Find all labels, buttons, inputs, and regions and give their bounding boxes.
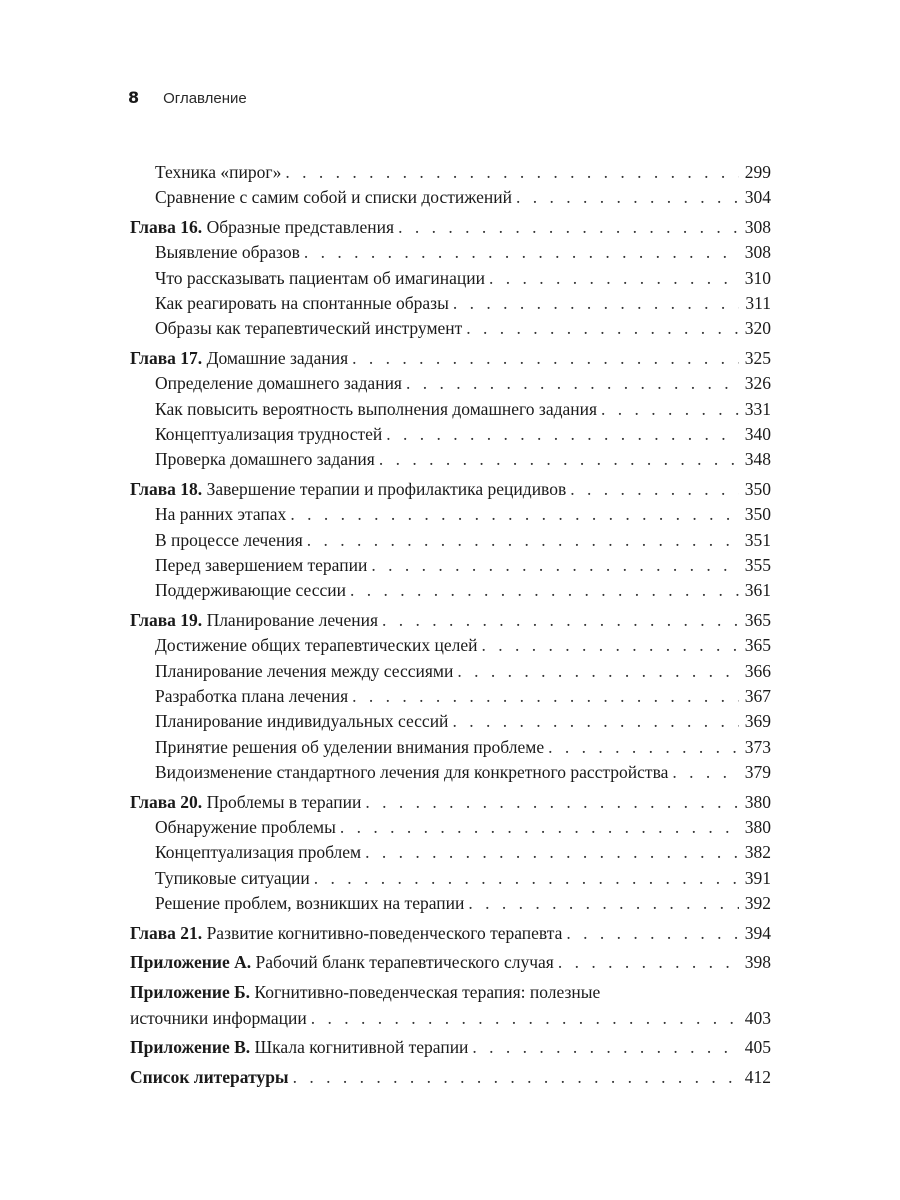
leader-dots [382,608,739,633]
toc-chapter-entry[interactable] [130,790,771,815]
toc-page-number: 394 [744,922,771,943]
toc-entry[interactable] [130,447,771,472]
toc-page-number: 320 [744,318,771,339]
toc-entry-title: Поддерживающие сессии [155,580,346,601]
toc-page-number: 308 [744,242,771,263]
toc-entry[interactable] [130,684,771,709]
leader-dots [672,760,739,785]
toc-page-number: 304 [744,187,771,208]
toc-page-number: 340 [744,423,771,444]
leader-dots [379,447,739,472]
toc-entry-title: Решение проблем, возникших на терапии [155,892,465,913]
toc-entry-title: Перед завершением терапии [155,554,368,575]
toc-entry-title: Концептуализация трудностей [155,423,383,444]
toc-entry-title: Глава 16. Образные представления [130,217,395,238]
leader-dots [314,866,739,891]
toc-page-number: 369 [744,711,771,732]
toc-entry-title: Сравнение с самим собой и списки достижений [155,187,512,208]
toc-page-number: 348 [744,449,771,470]
toc-entry[interactable] [130,422,771,447]
toc-entry-title: Глава 19. Планирование лечения [130,610,379,631]
toc-entry[interactable] [130,553,771,578]
toc-entry-title: Образы как терапевтический инструмент [155,318,463,339]
toc-entry[interactable] [130,266,771,291]
leader-dots [293,1065,739,1090]
toc-entry-title: Принятие решения об уделении внимания проблеме [155,736,545,757]
toc-entry-title: Видоизменение стандартного лечения для конкретного расстройства [155,761,669,782]
toc-page-number: 350 [744,504,771,525]
toc-entry[interactable] [130,578,771,603]
leader-dots [371,553,739,578]
page-number: 8 [128,88,140,107]
toc-chapter-label: Глава 21. [130,922,203,943]
leader-dots [489,266,739,291]
toc-chapter-label: Глава 19. [130,610,203,631]
toc-page-number: 380 [744,791,771,812]
toc-entry[interactable] [130,633,771,658]
toc-page-number: 308 [744,217,771,238]
leader-dots [365,840,739,865]
toc-entry-title: Обнаружение проблемы [155,816,336,837]
toc-chapter-label: Глава 17. [130,348,203,369]
toc-page-number: 350 [744,479,771,500]
leader-dots [398,215,739,240]
toc-page-number: 361 [744,580,771,601]
toc-entry-title: Разработка плана лечения [155,685,349,706]
leader-dots [365,790,739,815]
toc-chapter-entry[interactable] [130,1035,771,1060]
leader-dots [406,371,739,396]
toc-entry-title: Как реагировать на спонтанные образы [155,292,449,313]
toc-page-number: 367 [744,685,771,706]
toc-entry[interactable] [130,240,771,265]
toc-page-number: 311 [745,292,771,313]
toc-chapter-label: Список литературы [130,1067,289,1088]
toc-entry-title: Глава 18. Завершение терапии и профилактика рецидивов [130,479,567,500]
toc-entry-title: Планирование лечения между сессиями [155,660,454,681]
toc-entry-title: Достижение общих терапевтических целей [155,635,478,656]
toc-chapter-entry[interactable] [130,921,771,946]
leader-dots [570,477,739,502]
toc-entry-title: Приложение В. Шкала когнитивной терапии [130,1037,469,1058]
toc-page-number: 403 [744,1007,771,1028]
toc-page-number: 373 [744,736,771,757]
toc-entry[interactable] [130,735,771,760]
toc-page-number: 310 [744,267,771,288]
toc-entry[interactable] [130,891,771,916]
toc-page-number: 299 [744,162,771,182]
toc-page-number: 326 [744,373,771,394]
toc-page-number: 412 [744,1067,771,1088]
toc-entry-title: Планирование индивидуальных сессий [155,711,449,732]
leader-dots [352,684,739,709]
toc-chapter-entry[interactable] [130,346,771,371]
toc-page-number: 365 [744,635,771,656]
running-head-title: Оглавление [163,90,247,107]
toc-page-number: 382 [744,842,771,863]
toc-entry[interactable] [130,815,771,840]
leader-dots [350,578,739,603]
toc-entry[interactable] [130,659,771,684]
leader-dots [468,891,739,916]
toc-entry-title: Когнитивно-поведенческая терапия: полезные [250,982,601,1003]
toc-chapter-label: Приложение Б. [130,982,251,1003]
leader-dots [352,346,739,371]
leader-dots [311,1006,739,1031]
toc-entry-title: Как повысить вероятность выполнения домашнего задания [155,398,598,419]
toc-chapter-entry[interactable] [130,608,771,633]
toc-chapter-label: Приложение В. [130,1037,251,1058]
toc-chapter-label: Глава 18. [130,479,203,500]
leader-dots [601,397,739,422]
toc-page-number: 379 [744,761,771,782]
toc-entry[interactable] [130,760,771,785]
toc-chapter-label: Глава 20. [130,791,203,812]
leader-dots [566,921,739,946]
toc-chapter-label: Приложение А. [130,952,252,973]
toc-entry[interactable] [130,160,771,185]
toc-page-number: 405 [744,1037,771,1058]
toc-page-number: 398 [744,952,771,973]
toc-page-number: 392 [744,892,771,913]
toc-entry-title: Что рассказывать пациентам об имагинации [155,267,485,288]
leader-dots [386,422,739,447]
toc-page-number: 351 [744,529,771,550]
toc-entry-title: источники информации [130,1007,307,1028]
toc-page-number: 366 [744,660,771,681]
toc-page-number: 380 [744,816,771,837]
toc-entry[interactable] [130,185,771,210]
toc-entry-title: Техника «пирог» [155,162,282,182]
toc-entry-line [130,980,771,1005]
leader-dots [453,291,739,316]
toc-entry[interactable] [130,316,771,341]
toc-entry-title: Выявление образов [155,242,300,263]
leader-dots [558,950,739,975]
leader-dots [472,1035,739,1060]
toc-entry[interactable] [130,528,771,553]
toc-page-number: 355 [744,554,771,575]
toc-entry-title: Глава 21. Развитие когнитивно-поведенческого терапевта [130,922,563,943]
running-head [128,88,247,107]
leader-dots [304,240,739,265]
leader-dots [516,185,739,210]
toc-entry[interactable] [130,397,771,422]
toc-chapter-entry[interactable] [130,1065,771,1090]
toc-chapter-entry[interactable] [130,477,771,502]
leader-dots [340,815,739,840]
toc-entry-title: Проверка домашнего задания [155,449,375,470]
toc-entry-title: На ранних этапах [155,504,287,525]
toc-page-number: 391 [744,867,771,888]
leader-dots [307,528,739,553]
toc-page-number: 325 [744,348,771,369]
toc-entry-title: В процессе лечения [155,529,303,550]
toc-entry-title: Глава 20. Проблемы в терапии [130,791,362,812]
toc-entry[interactable] [130,291,771,316]
toc-entry[interactable] [130,371,771,396]
leader-dots [457,659,739,684]
leader-dots [285,160,739,185]
leader-dots [466,316,739,341]
toc-entry[interactable] [130,502,771,527]
leader-dots [548,735,739,760]
table-of-contents [130,160,771,1090]
toc-chapter-entry[interactable] [130,950,771,975]
toc-entry-title: Концептуализация проблем [155,842,362,863]
toc-entry[interactable] [130,1006,771,1031]
toc-chapter-label: Глава 16. [130,217,203,238]
toc-page-number: 331 [744,398,771,419]
toc-chapter-entry[interactable] [130,215,771,240]
toc-entry-title: Тупиковые ситуации [155,867,310,888]
toc-entry-title: Глава 17. Домашние задания [130,348,349,369]
toc-page-number: 365 [744,610,771,631]
toc-entry[interactable] [130,840,771,865]
toc-entry-title [130,1065,289,1090]
leader-dots [290,502,739,527]
toc-entry-title: Определение домашнего задания [155,373,402,394]
toc-entry[interactable] [130,709,771,734]
leader-dots [481,633,739,658]
toc-entry-title: Приложение А. Рабочий бланк терапевтического случая [130,952,554,973]
toc-entry[interactable] [130,866,771,891]
leader-dots [452,709,739,734]
